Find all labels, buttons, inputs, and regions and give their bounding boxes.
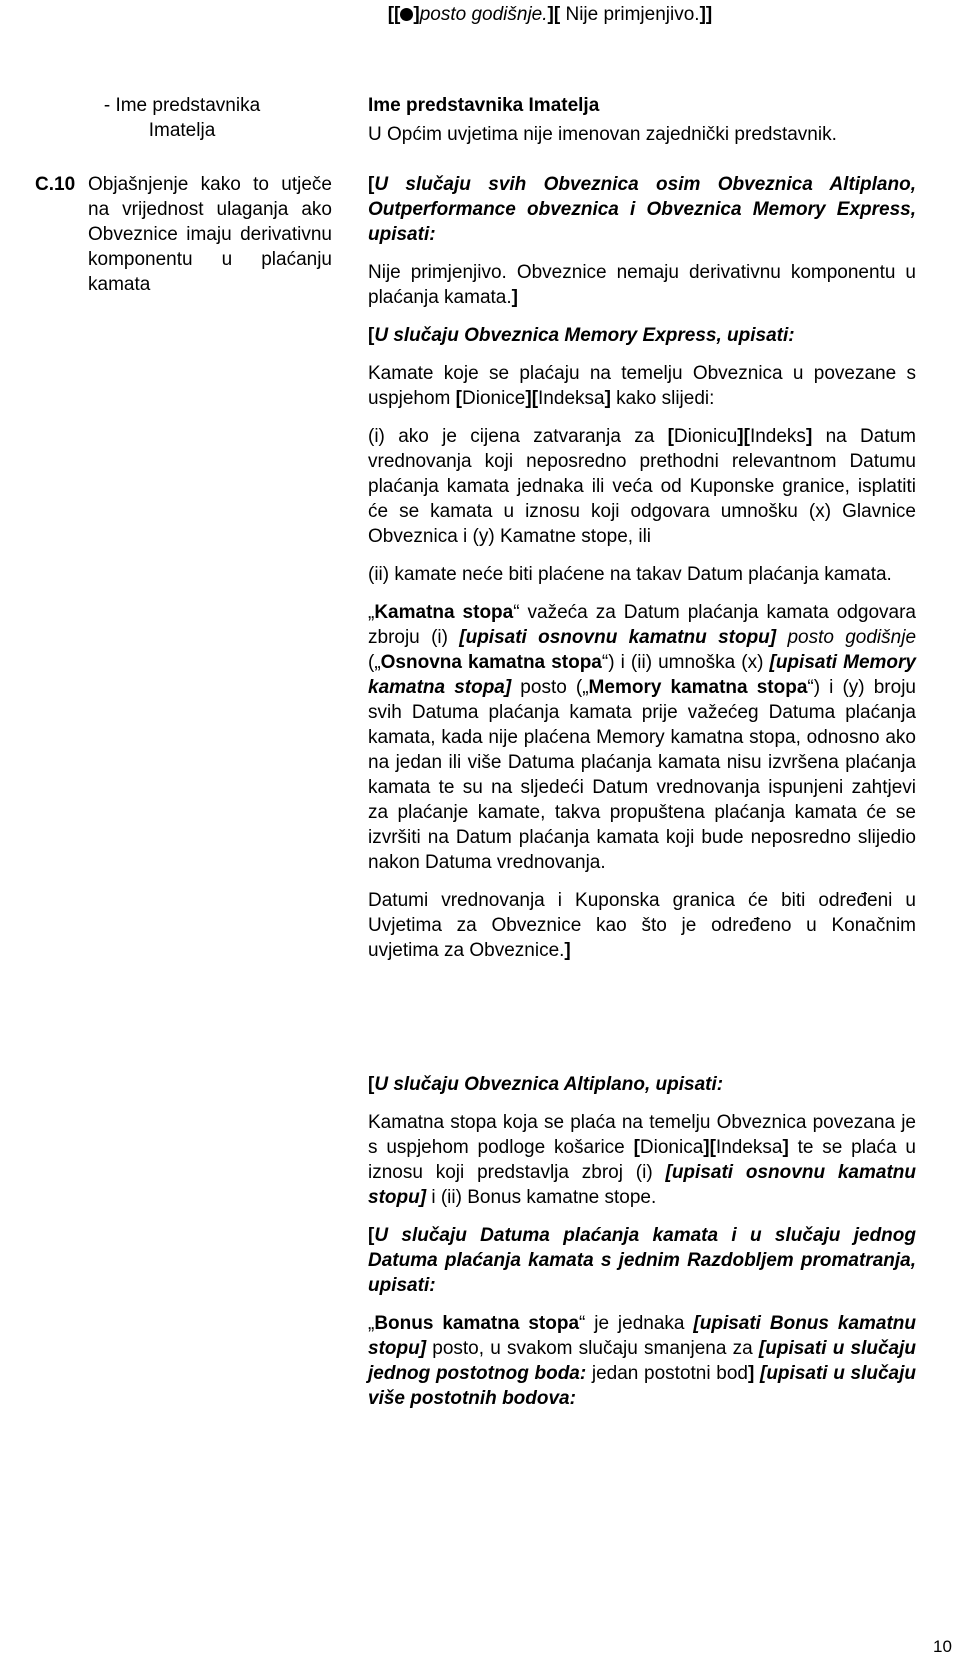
bullet-icon — [400, 8, 413, 21]
paragraph-case-observation: [U slučaju Datuma plaćanja kamata i u slučaju jednog Datuma plaćanja kamata s jednim Razdobljem promatranja, upisati: — [368, 1225, 916, 1296]
header-option-2: Nije primjenjivo. — [565, 4, 700, 25]
header-option-1: posto godišnje. — [419, 4, 548, 25]
block-altiplano — [368, 1072, 916, 1411]
paragraph-case-altiplano: [U slučaju Obveznica Altiplano, upisati: — [368, 1074, 724, 1095]
paragraph-bonus-kamatna-stopa: „Bonus kamatna stopa“ je jednaka [upisati Bonus kamatnu stopu] posto, u svakom slučaju smanjena za [upisati u slučaju jednog postotnog boda: jedan postotni bod] [upisati u slučaju više postotnih bodova: — [368, 1313, 917, 1409]
row-text: U Općim uvjetima nije imenovan zajednički predstavnik. — [368, 124, 837, 145]
row-title: Ime predstavnika Imatelja — [368, 95, 600, 116]
row-content-c10 — [368, 172, 916, 963]
row-label-ime-predstavnika — [82, 93, 282, 143]
paragraph-case-all: [U slučaju svih Obveznica osim Obveznica Altiplano, Outperformance obveznica i Obveznica Memory Express, upisati: — [368, 174, 916, 245]
paragraph-datumi-vrednovanja: Datumi vrednovanja i Kuponska granica će biti određeni u Uvjetima za Obveznice kao što je određeno u Konačnim uvjetima za Obveznice.] — [368, 890, 916, 961]
paragraph-altiplano-intro: Kamatna stopa koja se plaća na temelju Obveznica povezana je s uspjehom podloge košarice [Dionica][Indeksa] te se plaća u iznosu koji predstavlja zbroj (i) [upisati osnovnu kamatnu stopu] i (ii) Bonus kamatne stope. — [368, 1112, 917, 1208]
page-number: 10 — [933, 1637, 952, 1656]
paragraph-case-memory: [U slučaju Obveznica Memory Express, upisati: — [368, 325, 795, 346]
section-number: C.10 — [35, 174, 76, 195]
row-content-ime-predstavnika — [368, 93, 916, 147]
header-bracket-open: [[ — [387, 4, 401, 25]
header-bracket-close: ]] — [699, 4, 713, 25]
row-label-c10: Objašnjenje kako to utječe na vrijednost ulaganja ako Obveznice imaju derivativnu komponentu u plaćanju kamata — [88, 174, 332, 295]
paragraph-kamatna-stopa: „Kamatna stopa“ važeća za Datum plaćanja kamata odgovara zbroju (i) [upisati osnovnu kamatnu stopu] posto godišnje („Osnovna kamatna stopa“) i (ii) umnoška (x) [upisati Memory kamatna stopa] posto („Memory kamatna stopa“) i (y) broju svih Datuma plaćanja kamata prije važećeg Datuma plaćanja kamata, kada nije plaćena Memory kamatna stopa, odnosno ako na jedan ili više Datuma plaćanja kamata nisu izvršena plaćanja kamata te su na sljedeći Datum vrednovanja ispunjeni zahtjevi za plaćanje kamate, takva propuštena plaćanja kamata će se izvršiti na Datum plaćanja kamata koji bude neposredno slijedio nakon Datuma vrednovanja. — [368, 602, 917, 873]
paragraph-not-applicable: Nije primjenjivo. Obveznice nemaju derivativnu komponentu u plaćanja kamata.] — [368, 262, 916, 308]
paragraph-condition-ii: (ii) kamate neće biti plaćene na takav Datum plaćanja kamata. — [368, 564, 892, 585]
header-separator: ][ — [547, 4, 566, 25]
row-label-line: - Ime predstavnika — [103, 95, 261, 116]
page-header: [[ ]posto godišnje.][ Nije primjenjivo.]] — [387, 4, 713, 25]
row-label-line: Imatelja — [148, 120, 216, 141]
paragraph-condition-i: (i) ako je cijena zatvaranja za [Dionicu][Indeks] na Datum vrednovanja koji neposredno prethodni relevantnom Datumu plaćanja kamata jednaka ili veća od Kuponske granice, isplatiti će se kamata u iznosu koji odgovara umnošku (x) Glavnice Obveznica i (y) Kamatne stope, ili — [368, 426, 916, 547]
paragraph-memory-intro: Kamate koje se plaćaju na temelju Obveznica u povezane s uspjehom [Dionice][Indeksa] kako slijedi: — [368, 363, 916, 409]
